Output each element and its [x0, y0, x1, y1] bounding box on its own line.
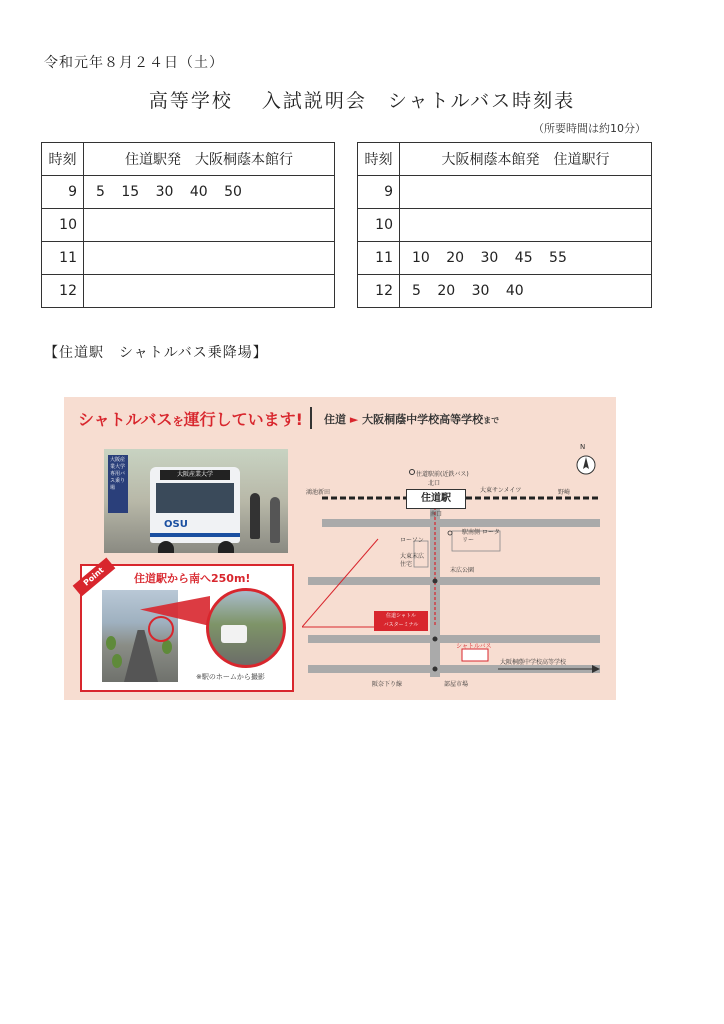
bus-photo — [104, 449, 288, 553]
flyer-headline-b: を — [172, 415, 184, 428]
minutes-cell — [84, 209, 335, 242]
bus-stripe — [150, 533, 240, 537]
street-photo — [102, 590, 178, 682]
bus-logo: OSU — [164, 519, 188, 530]
hour-cell: 9 — [358, 176, 400, 209]
table-row — [358, 176, 652, 209]
minutes-cell: 10 20 30 45 55 — [400, 242, 652, 275]
station-bus-stop-label: 住道駅前(近鉄バス) — [416, 471, 469, 478]
road — [308, 635, 600, 643]
road — [322, 519, 600, 527]
hour-cell: 11 — [42, 242, 84, 275]
bus-destination-sign: 大阪産業大学 — [160, 470, 230, 480]
page-title — [0, 86, 724, 113]
table-row — [358, 275, 652, 308]
station-label: 住道駅 — [406, 489, 466, 509]
route-header: 住道駅発 大阪桐蔭本館行 — [84, 143, 335, 176]
lawson-label: ローソン — [400, 537, 424, 544]
issue-date: 令和元年８月２４日（土） — [44, 55, 224, 71]
minibus-image — [221, 625, 247, 643]
timetable-school-to-station — [357, 142, 652, 308]
hour-cell: 11 — [358, 242, 400, 275]
point-tag: Point — [73, 557, 116, 596]
table-row — [42, 242, 335, 275]
minutes-cell — [84, 275, 335, 308]
minutes-cell — [400, 176, 652, 209]
road-line-label: 阪奈下り線 — [372, 681, 403, 688]
flyer-headline — [78, 407, 303, 430]
traffic-light — [433, 667, 438, 672]
section-title: 【住道駅 シャトルバス乗降場】 — [44, 345, 268, 361]
shuttle-terminal-label — [374, 611, 428, 631]
access-map — [302, 443, 606, 693]
shuttle-flyer — [64, 397, 616, 700]
route-header: 大阪桐蔭本館発 住道駅行 — [400, 143, 652, 176]
highlight-circle — [148, 616, 174, 642]
shuttle-bus-label: シャトルバス — [456, 643, 492, 650]
rotary-label: 駅南側 ロータリー — [462, 529, 500, 544]
shuttle-bus-icon — [462, 649, 488, 661]
school-label: 大阪桐蔭中学校高等学校 — [500, 659, 567, 666]
photo-note: ※駅のホームから撮影 — [196, 673, 265, 681]
hour-cell: 12 — [358, 275, 400, 308]
left-station-label: 鴻池新田 — [306, 489, 331, 496]
table-header-row — [358, 143, 652, 176]
road — [308, 577, 600, 585]
passenger-figure — [270, 497, 280, 543]
minutes-cell: 5 20 30 40 — [400, 275, 652, 308]
flyer-route — [324, 411, 499, 427]
flyer-headline-a: シャトルバス — [78, 410, 173, 429]
route-suffix: まで — [483, 416, 500, 425]
minutes-cell: 5 15 30 40 50 — [84, 176, 335, 209]
hour-cell: 10 — [42, 209, 84, 242]
north-label: N — [580, 443, 586, 451]
street-tree — [112, 654, 122, 668]
flyer-headline-c: 運行しています! — [183, 410, 303, 429]
table-row — [42, 275, 335, 308]
hour-cell: 10 — [358, 209, 400, 242]
park-label: 末広公園 — [450, 567, 475, 574]
right-station-label: 野崎 — [558, 489, 571, 496]
traffic-light — [433, 579, 438, 584]
hour-cell: 9 — [42, 176, 84, 209]
bus-image — [150, 467, 240, 543]
route-to: 大阪桐蔭中学校高等学校 — [362, 413, 484, 426]
table-row — [358, 209, 652, 242]
traffic-light — [433, 637, 438, 642]
bus-stop-marker-icon — [410, 470, 415, 475]
suntomitsu-label: 大東サンメイツ — [480, 487, 522, 494]
point-callout — [80, 564, 294, 692]
table-row — [42, 176, 335, 209]
table-row — [358, 242, 652, 275]
shuttle-terminal-label-a: 住道シャトル — [386, 613, 416, 619]
minutes-cell — [84, 242, 335, 275]
market-label: 部屋市場 — [444, 681, 469, 688]
route-from: 住道 — [324, 413, 346, 426]
table-header-row — [42, 143, 335, 176]
flyer-divider — [310, 407, 312, 429]
bus-wheel — [218, 541, 234, 553]
bus-windshield — [156, 483, 234, 513]
zoomed-bus-photo — [206, 588, 286, 668]
shuttle-terminal-label-b: バスターミナル — [383, 622, 419, 628]
point-title: 住道駅から南へ250m! — [134, 572, 251, 585]
route-arrow-icon: ► — [349, 413, 359, 426]
housing-label: 大東末広 住宅 — [400, 553, 425, 568]
timetable-station-to-school — [41, 142, 335, 308]
street-tree — [162, 640, 172, 654]
north-exit-label: 北口 — [428, 480, 441, 487]
table-row — [42, 209, 335, 242]
bus-stop-signboard: 大阪産業大学 専用バス乗り場 — [108, 455, 128, 513]
bus-wheel — [158, 541, 174, 553]
street-tree — [106, 636, 116, 650]
south-exit-label: 南口 — [430, 511, 443, 518]
passenger-figure — [250, 493, 260, 539]
page-title-school: 高等学校 — [148, 90, 233, 112]
hour-cell: 12 — [42, 275, 84, 308]
lawson-marker-icon — [448, 531, 452, 535]
hour-header: 時刻 — [42, 143, 84, 176]
minutes-cell — [400, 209, 652, 242]
hour-header: 時刻 — [358, 143, 400, 176]
page-title-event: 入試説明会 シャトルバス時刻表 — [261, 90, 576, 112]
travel-time-note: （所要時間は約10分） — [533, 122, 646, 135]
